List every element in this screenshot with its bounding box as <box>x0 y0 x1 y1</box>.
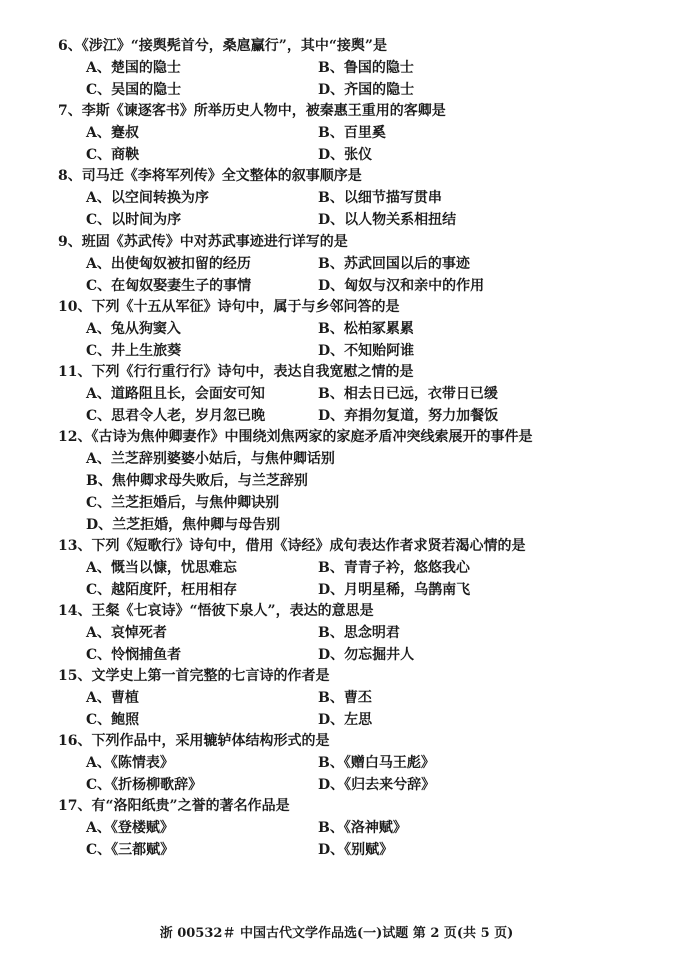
option-9d: D、匈奴与汉和亲中的作用 <box>318 278 485 294</box>
option-14b: B、思念明君 <box>318 625 400 641</box>
option-8b: B、以细节描写贯串 <box>318 190 442 206</box>
option-16b: B、《赠白马王彪》 <box>318 755 435 771</box>
option-11b: B、相去日已远，衣带日已缓 <box>318 386 498 402</box>
question-17: 17、有“洛阳纸贵”之誉的著名作品是 <box>58 798 290 814</box>
option-14a: A、哀悼死者 <box>86 625 167 641</box>
option-17b: B、《洛神赋》 <box>318 820 407 836</box>
question-13: 13、下列《短歌行》诗句中，借用《诗经》成句表达作者求贤若渴心情的是 <box>58 538 526 554</box>
option-10d: D、不知贻阿谁 <box>318 343 415 359</box>
option-13c: C、越陌度阡，枉用相存 <box>86 582 238 598</box>
option-17a: A、《登楼赋》 <box>86 820 174 836</box>
option-9b: B、苏武回国以后的事迹 <box>318 256 470 272</box>
option-16c: C、《折杨柳歌辞》 <box>86 777 203 793</box>
question-10: 10、下列《十五从军征》诗句中，属于与乡邻问答的是 <box>58 299 400 315</box>
option-15c: C、鲍照 <box>86 712 140 728</box>
question-11: 11、下列《行行重行行》诗句中，表达自我宽慰之情的是 <box>58 364 414 380</box>
option-9c: C、在匈奴娶妻生子的事情 <box>86 278 252 294</box>
question-8: 8、司马迁《李将军列传》全文整体的叙事顺序是 <box>58 168 362 184</box>
option-10c: C、井上生旅葵 <box>86 343 182 359</box>
option-6d: D、齐国的隐士 <box>318 82 415 98</box>
option-14d: D、勿忘掘井人 <box>318 647 415 663</box>
option-7d: D、张仪 <box>318 147 373 163</box>
question-7: 7、李斯《谏逐客书》所举历史人物中，被秦惠王重用的客卿是 <box>58 103 446 119</box>
option-8d: D、以人物关系相扭结 <box>318 212 457 228</box>
option-9a: A、出使匈奴被扣留的经历 <box>86 256 251 272</box>
question-6: 6、《涉江》“接舆髡首兮，桑扈臝行”，其中“接舆”是 <box>58 38 387 54</box>
question-16: 16、下列作品中，采用辘轳体结构形式的是 <box>58 733 330 749</box>
option-15b: B、曹丕 <box>318 690 372 706</box>
page-footer: 浙 00532＃ 中国古代文学作品选(一)试题 第 2 页(共 5 页) <box>159 926 514 941</box>
question-14: 14、王粲《七哀诗》“悟彼下泉人”，表达的意思是 <box>58 603 374 619</box>
option-17d: D、《别赋》 <box>318 842 394 858</box>
option-15a: A、曹植 <box>86 690 139 706</box>
option-7b: B、百里奚 <box>318 125 386 141</box>
option-6c: C、吴国的隐士 <box>86 82 182 98</box>
option-15d: D、左思 <box>318 712 373 728</box>
option-16d: D、《归去来兮辞》 <box>318 777 436 793</box>
option-7a: A、蹇叔 <box>86 125 139 141</box>
option-13b: B、青青子衿，悠悠我心 <box>318 560 470 576</box>
option-8a: A、以空间转换为序 <box>86 190 209 206</box>
option-13d: D、月明星稀，乌鹊南飞 <box>318 582 471 598</box>
option-11d: D、弃捐勿复道，努力加餐饭 <box>318 408 499 424</box>
option-10b: B、松柏冢累累 <box>318 321 414 337</box>
option-12d: D、兰芝拒婚，焦仲卿与母告别 <box>86 517 281 533</box>
question-9: 9、班固《苏武传》中对苏武事迹进行详写的是 <box>58 234 348 250</box>
question-12: 12、《古诗为焦仲卿妻作》中围绕刘焦两家的家庭矛盾冲突线索展开的事件是 <box>58 429 533 445</box>
option-14c: C、怜悯捕鱼者 <box>86 647 182 663</box>
option-11c: C、思君令人老，岁月忽已晚 <box>86 408 266 424</box>
option-10a: A、兔从狗窦入 <box>86 321 181 337</box>
question-15: 15、文学史上第一首完整的七言诗的作者是 <box>58 668 330 684</box>
option-6a: A、楚国的隐士 <box>86 60 181 76</box>
option-17c: C、《三都赋》 <box>86 842 175 858</box>
option-7c: C、商鞅 <box>86 147 140 163</box>
option-12a: A、兰芝辞别婆婆小姑后，与焦仲卿话别 <box>86 451 335 467</box>
option-12c: C、兰芝拒婚后，与焦仲卿诀别 <box>86 495 280 511</box>
option-12b: B、焦仲卿求母失败后，与兰芝辞别 <box>86 473 308 489</box>
option-8c: C、以时间为序 <box>86 212 182 228</box>
option-13a: A、慨当以慷，忧思难忘 <box>86 560 237 576</box>
option-16a: A、《陈情表》 <box>86 755 174 771</box>
option-6b: B、鲁国的隐士 <box>318 60 414 76</box>
option-11a: A、道路阻且长，会面安可知 <box>86 386 265 402</box>
